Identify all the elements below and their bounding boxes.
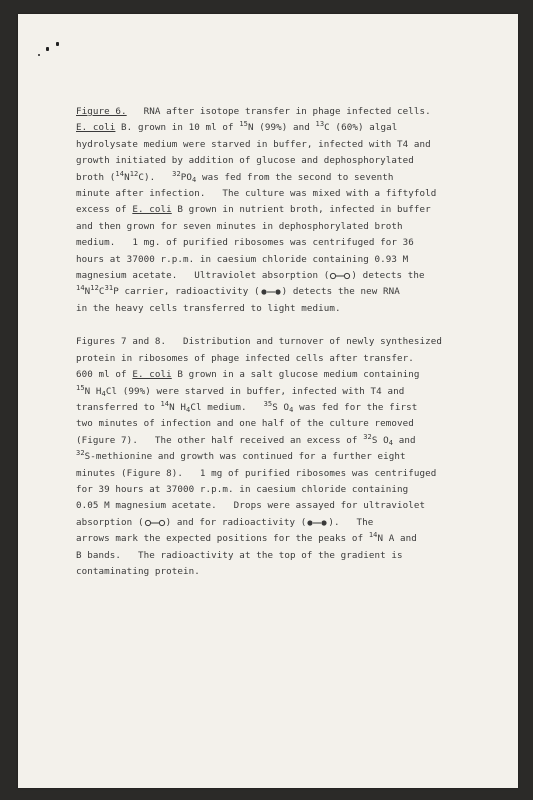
caption-line: B bands. The radioactivity at the top of the gradient is xyxy=(76,549,403,561)
caption-line: growth initiated by addition of glucose and dephosphorylated xyxy=(76,155,414,167)
caption-line: $^{32}$S-methionine and growth was continued for a further eight xyxy=(76,449,406,463)
document-page xyxy=(18,14,518,788)
caption-line: minutes (Figure 8). 1 mg of purified ribosomes was centrifuged xyxy=(76,467,437,479)
open-circle-line-symbol-icon xyxy=(329,272,351,280)
caption-line: transferred to $^{14}$N $H_4Cl$ medium. $^{35}$S $O_4$ was fed for the first xyxy=(76,399,418,414)
caption-line: for 39 hours at 37000 r.p.m. in caesium chloride containing xyxy=(76,483,409,495)
caption-line: 600 ml of E. coli B grown in a salt glucose medium containing xyxy=(76,369,420,381)
caption-line: 0.05 M magnesium acetate. Drops were assayed for ultraviolet xyxy=(76,500,426,512)
caption-line: arrows mark the expected positions for the peaks of $^{14}$N A and xyxy=(76,531,417,545)
caption-line: $^{15}$N $H_4Cl$ (99%) were starved in buffer, infected with T4 and xyxy=(76,383,405,398)
caption-line: E. coli B. grown in 10 ml of $^{15}$N (99%) and $^{13}$C (60%) algal xyxy=(76,120,398,134)
caption-line: broth $(^{14}N^{12}C)$. $^{32}PO_4$ was fed from the second to seventh xyxy=(76,169,394,184)
figure-6-caption xyxy=(76,104,486,317)
caption-line: hours at 37000 r.p.m. in caesium chloride containing 0.93 M xyxy=(76,253,409,265)
filled-circle-line-symbol-icon xyxy=(306,519,328,527)
caption-line: minute after infection. The culture was mixed with a fiftyfold xyxy=(76,188,437,200)
caption-line: (Figure 7). The other half received an excess of $^{32}$S $O_4$ and xyxy=(76,432,416,447)
caption-line: two minutes of infection and one half of the culture removed xyxy=(76,418,414,430)
punch-mark xyxy=(38,54,40,56)
caption-line: Figures 7 and 8. Distribution and turnover of newly synthesized xyxy=(76,336,443,348)
caption-line: in the heavy cells transferred to light medium. xyxy=(76,302,341,314)
caption-line: hydrolysate medium were starved in buffer, infected with T4 and xyxy=(76,138,431,150)
caption-line: protein in ribosomes of phage infected cells after transfer. xyxy=(76,352,414,364)
caption-line: $^{14}N^{12}C^{31}P$ carrier, radioactivity ( ) detects the new RNA xyxy=(76,284,400,298)
open-circle-line-symbol-icon xyxy=(144,519,166,527)
figure-7-8-caption xyxy=(76,334,486,580)
caption-line: absorption ( ) and for radioactivity ( ). The xyxy=(76,516,374,528)
caption-line: medium. 1 mg. of purified ribosomes was centrifuged for 36 xyxy=(76,237,414,249)
caption-line: and then grown for seven minutes in dephosphorylated broth xyxy=(76,220,403,232)
filled-circle-line-symbol-icon xyxy=(260,288,282,296)
caption-line: Figure 6. RNA after isotope transfer in phage infected cells. xyxy=(76,106,431,117)
caption-line: magnesium acetate. Ultraviolet absorption ( ) detects the xyxy=(76,270,425,282)
punch-mark xyxy=(46,47,49,51)
caption-line: excess of E. coli B grown in nutrient broth, infected in buffer xyxy=(76,204,431,216)
punch-mark xyxy=(56,42,59,46)
figure-label: Figure 6. xyxy=(76,106,127,117)
caption-text xyxy=(76,104,486,597)
caption-line: contaminating protein. xyxy=(76,565,200,577)
